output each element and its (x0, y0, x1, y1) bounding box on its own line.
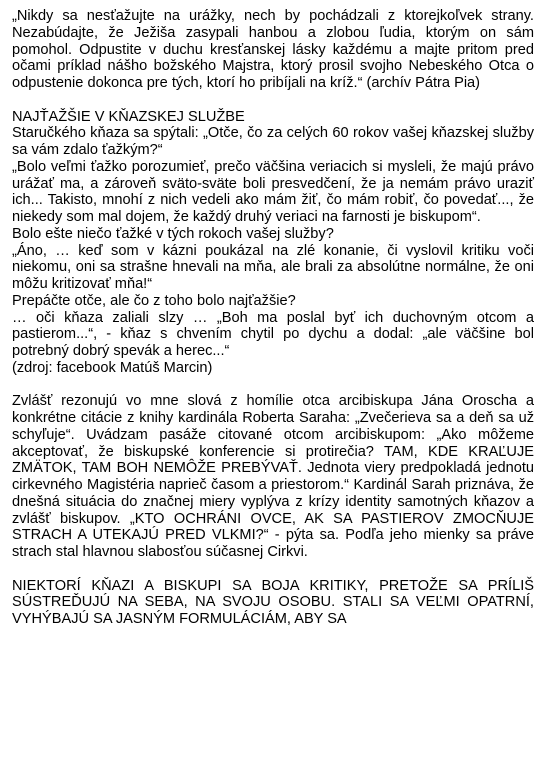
answer-line: „Áno, … keď som v kázni poukázal na zlé konanie, či vyslovil kritiku voči niekomu, oni sa strašne hnevali na mňa, ale brali za absolútne normálne, že oni môžu kritizovať mňa!“ (12, 242, 534, 292)
section-heading: NAJŤAŽŠIE V KŇAZSKEJ SLUŽBE (12, 108, 245, 125)
question-line: Bolo ešte niečo ťažké v tých rokoch vašej služby? (12, 225, 334, 242)
caps-paragraph: NIEKTORÍ KŇAZI A BISKUPI SA BOJA KRITIKY, PRETOŽE SA PRÍLIŠ SÚSTREĎUJÚ NA SEBA, NA SVOJU OSOBU. STALI SA VEĽMI OPATRNÍ, VYHÝBAJÚ SA JASNÝM FORMULÁCIÁM, ABY SA (12, 577, 534, 627)
blank-line (12, 377, 534, 394)
question-line: Prepáčte otče, ale čo z toho bolo najťažšie? (12, 292, 296, 309)
blank-line (12, 561, 534, 578)
oroscha-paragraph: Zvlášť rezonujú vo mne slová z homílie otca arcibiskupa Jána Oroscha a konkrétne citácie z knihy kardinála Roberta Saraha: „Zvečerieva sa a deň sa už schyľuje“. Uvádzam pasáže citované otcom arcibiskupom: „Ako môžeme akceptovať, že biskupské konferencie si protirečia? TAM, KDE KRAĽUJE ZMÄTOK, TAM BOH NEMÔŽE PREBÝVAŤ. Jednota viery predpokladá jednotu cirkevného Magistéria naprieč časom a priestorom.“ Kardinál Sarah priznáva, že dnešná situácia do značnej miery vyplýva z krízy identity samotných kňazov a zvlášť biskupov. „KTO OCHRÁNI OVCE, AK SA PASTIEROV ZMOCŇUJE STRACH A UTEKAJÚ PRED VLKMI?“ - pýta sa. Podľa jeho mienky sa práve strach stal hlavnou slabosťou súčasnej Cirkvi. (12, 393, 534, 560)
question-line: Staručkého kňaza sa spýtali: „Otče, čo za celých 60 rokov vašej kňazskej služby sa vám zdalo ťažkým?“ (12, 125, 534, 158)
padre-pio-quote: „Nikdy sa nesťažujte na urážky, nech by pochádzali z ktorejkoľvek strany. Nezabúdajte, že Ježiša zasypali hanbou a zlobou ľudia, ktorým on sám pomohol. Odpustite v duchu kresťanskej lásky každému a majte pritom pred očami príklad nášho božského Majstra, ktorý prosil svojho Nebeského Otca o odpustenie dokonca pre tých, ktorí ho pribíjali na kríž.“ (archív Pátra Pia) (12, 8, 534, 91)
answer-line: „Bolo veľmi ťažko porozumieť, prečo väčšina veriacich si mysleli, že majú právo urážať ma, a zároveň sväto-sväte boli presvedčení, že ja nemám právo uraziť ich... Takisto, mnohí z nich vedeli ako mám žiť, čo mám robiť, čo povedať..., že niekedy som mal dojem, že každý druhý veriaci na farnosti je biskupom“. (12, 158, 534, 225)
blank-line (12, 92, 534, 109)
source-line: (zdroj: facebook Matúš Marcin) (12, 359, 213, 376)
answer-line: … oči kňaza zaliali slzy … „Boh ma poslal byť ich duchovným otcom a pastierom...“, - kňaz s chvením chytil po dychu a dodal: „ale väčšine bol potrebný dobrý spevák a herec...“ (12, 309, 534, 359)
